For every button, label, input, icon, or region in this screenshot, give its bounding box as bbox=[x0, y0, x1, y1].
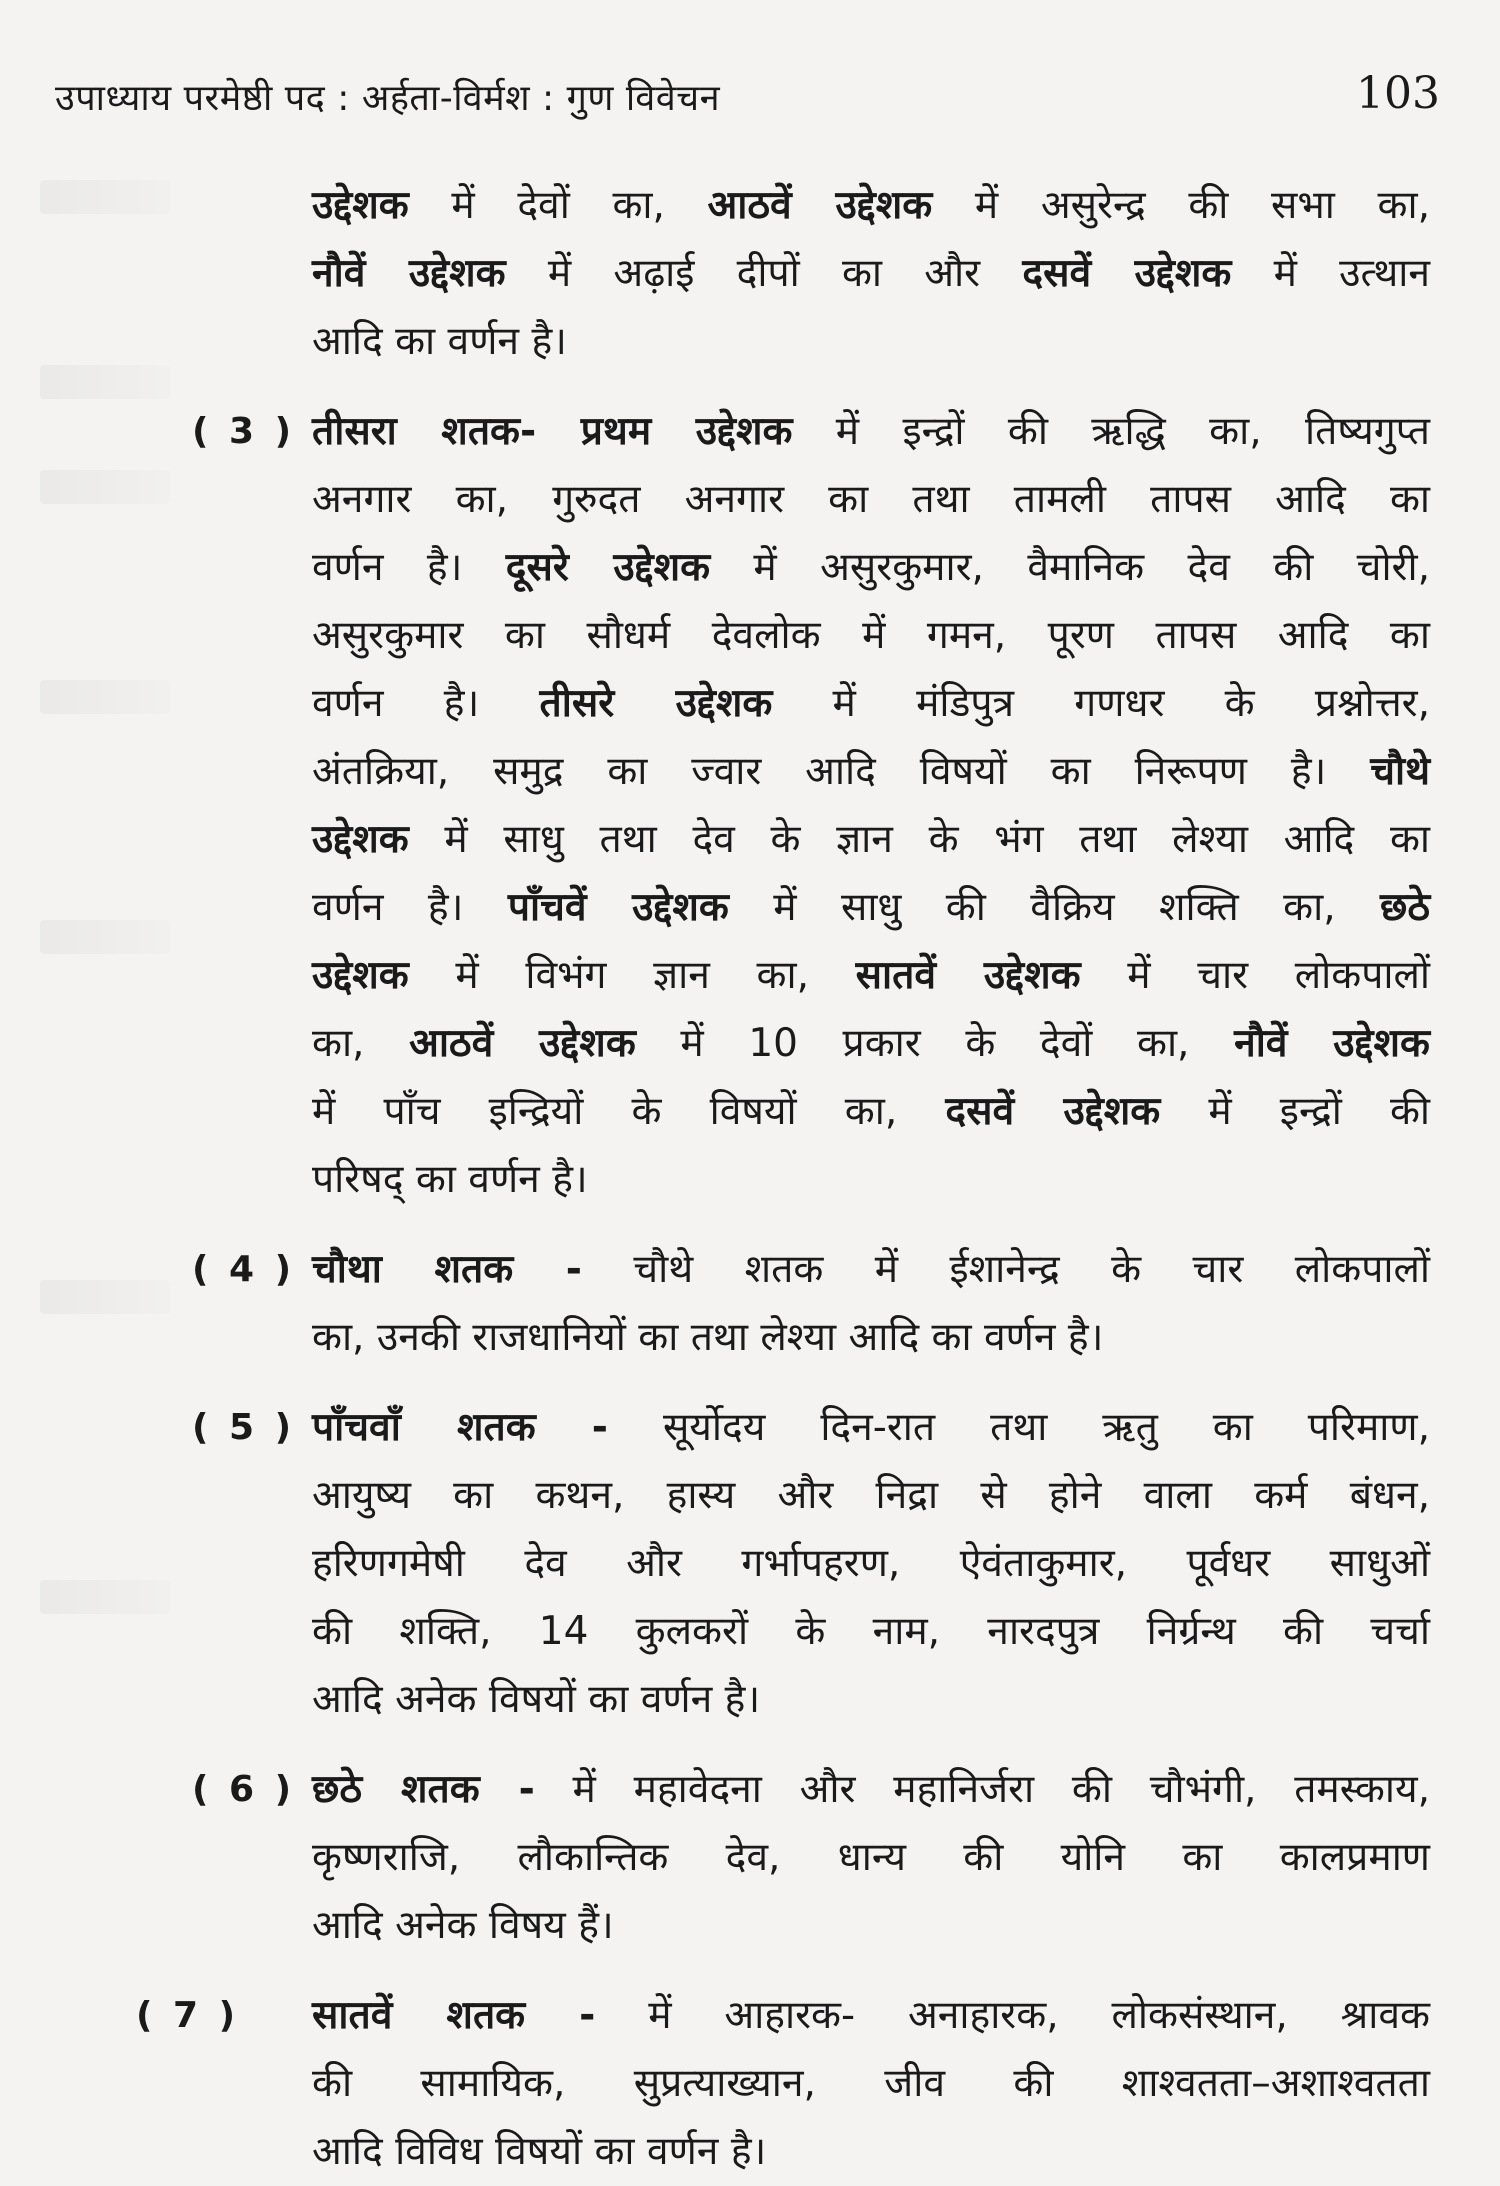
page-header bbox=[55, 68, 1440, 132]
bold-term: नौवें उद्देशक bbox=[312, 251, 506, 296]
running-head: उपाध्याय परमेष्ठी पद : अर्हता-विर्मश : गुण विवेचन bbox=[55, 78, 721, 119]
bold-term: दूसरे उद्देशक bbox=[505, 545, 711, 590]
section-number: ( 4 ) bbox=[192, 1249, 296, 1290]
section-number: ( 5 ) bbox=[192, 1407, 296, 1448]
section-title: पाँचवाँ शतक - bbox=[312, 1405, 608, 1450]
section-number: ( 6 ) bbox=[192, 1769, 296, 1810]
bold-term: आठवें उद्देशक bbox=[707, 183, 933, 228]
bold-term: चौथे bbox=[1370, 749, 1430, 794]
page-number: 103 bbox=[1356, 68, 1440, 119]
bold-term: नौवें उद्देशक bbox=[1234, 1021, 1430, 1066]
bold-term: दसवें उद्देशक bbox=[1022, 251, 1232, 296]
bold-term: छठे bbox=[1380, 885, 1431, 930]
section-title: तीसरा शतक- प्रथम उद्देशक bbox=[312, 409, 793, 454]
section-3: ( 3 ) तीसरा शतक- प्रथम उद्देशक में इन्द्रों की ऋद्धि का, तिष्यगुप्त अनगार का, गुरुदत अनगार का तथा तामली तापस आदि का वर्णन है। दूसरे उद्देशक में असुरकुमार, वैमानिक देव की चोरी, असुरकुमार का सौधर्म देवलोक में गमन, पूरण तापस आदि का वर्णन है। तीसरे उद्देशक में मंडिपुत्र गणधर के प्रश्नोत्तर, अंतक्रिया, समुद्र का ज्वार आदि विषयों का निरूपण है। चौथे उद्देशक में साधु तथा देव के ज्ञान के भंग तथा लेश्या आदि का वर्णन है। पाँचवें उद्देशक में साधु की वैक्रिय शक्ति का, छठे उद्देशक में विभंग ज्ञान का, सातवें उद्देशक में चार लोकपालों का, आठवें उद्देशक में 10 प्रकार के देवों का, नौवें उद्देशक में पाँच इन्द्रियों के विषयों का, दसवें उद्देशक में इन्द्रों की परिषद् का वर्णन है। bbox=[312, 398, 1430, 1214]
section-6: ( 6 ) छठे शतक - में महावेदना और महानिर्जरा की चौभंगी, तमस्काय, कृष्णराजि, लौकान्तिक देव, धान्य की योनि का कालप्रमाण आदि अनेक विषय हैं। bbox=[312, 1756, 1430, 1960]
bold-term: पाँचवें उद्देशक bbox=[507, 885, 729, 930]
bold-term: उद्देशक bbox=[312, 183, 409, 228]
bold-term: तीसरे उद्देशक bbox=[539, 681, 773, 726]
bold-term: सातवें उद्देशक bbox=[855, 953, 1081, 998]
section-title: छठे शतक - bbox=[312, 1767, 535, 1812]
bold-term: दसवें उद्देशक bbox=[945, 1089, 1161, 1134]
section-number: ( 7 ) bbox=[136, 1995, 240, 2036]
section-5: ( 5 ) पाँचवाँ शतक - सूर्योदय दिन-रात तथा ऋतु का परिमाण, आयुष्य का कथन, हास्य और निद्रा से होने वाला कर्म बंधन, हरिणगमेषी देव और गर्भापहरण, ऐवंताकुमार, पूर्वधर साधुओं की शक्ति, 14 कुलकरों के नाम, नारदपुत्र निर्ग्रन्थ की चर्चा आदि अनेक विषयों का वर्णन है। bbox=[312, 1394, 1430, 1734]
bold-term: उद्देशक bbox=[312, 817, 409, 862]
section-4: ( 4 ) चौथा शतक - चौथे शतक में ईशानेन्द्र के चार लोकपालों का, उनकी राजधानियों का तथा लेश्या आदि का वर्णन है। bbox=[312, 1236, 1430, 1372]
bold-term: उद्देशक bbox=[312, 953, 409, 998]
bold-term: आठवें उद्देशक bbox=[409, 1021, 636, 1066]
body-text bbox=[0, 172, 1500, 2186]
section-number: ( 3 ) bbox=[192, 411, 296, 452]
section-title: सातवें शतक - bbox=[312, 1993, 596, 2038]
section-7: ( 7 ) सातवें शतक - में आहारक- अनाहारक, लोकसंस्थान, श्रावक की सामायिक, सुप्रत्याख्यान, जीव की शाश्वतता–अशाश्वतता आदि विविध विषयों का वर्णन है। bbox=[312, 1982, 1430, 2186]
continuation-paragraph: उद्देशक में देवों का, आठवें उद्देशक में असुरेन्द्र की सभा का, नौवें उद्देशक में अढ़ाई दीपों का और दसवें उद्देशक में उत्थान आदि का वर्णन है। bbox=[312, 183, 1431, 364]
section-title: चौथा शतक - bbox=[312, 1247, 582, 1292]
